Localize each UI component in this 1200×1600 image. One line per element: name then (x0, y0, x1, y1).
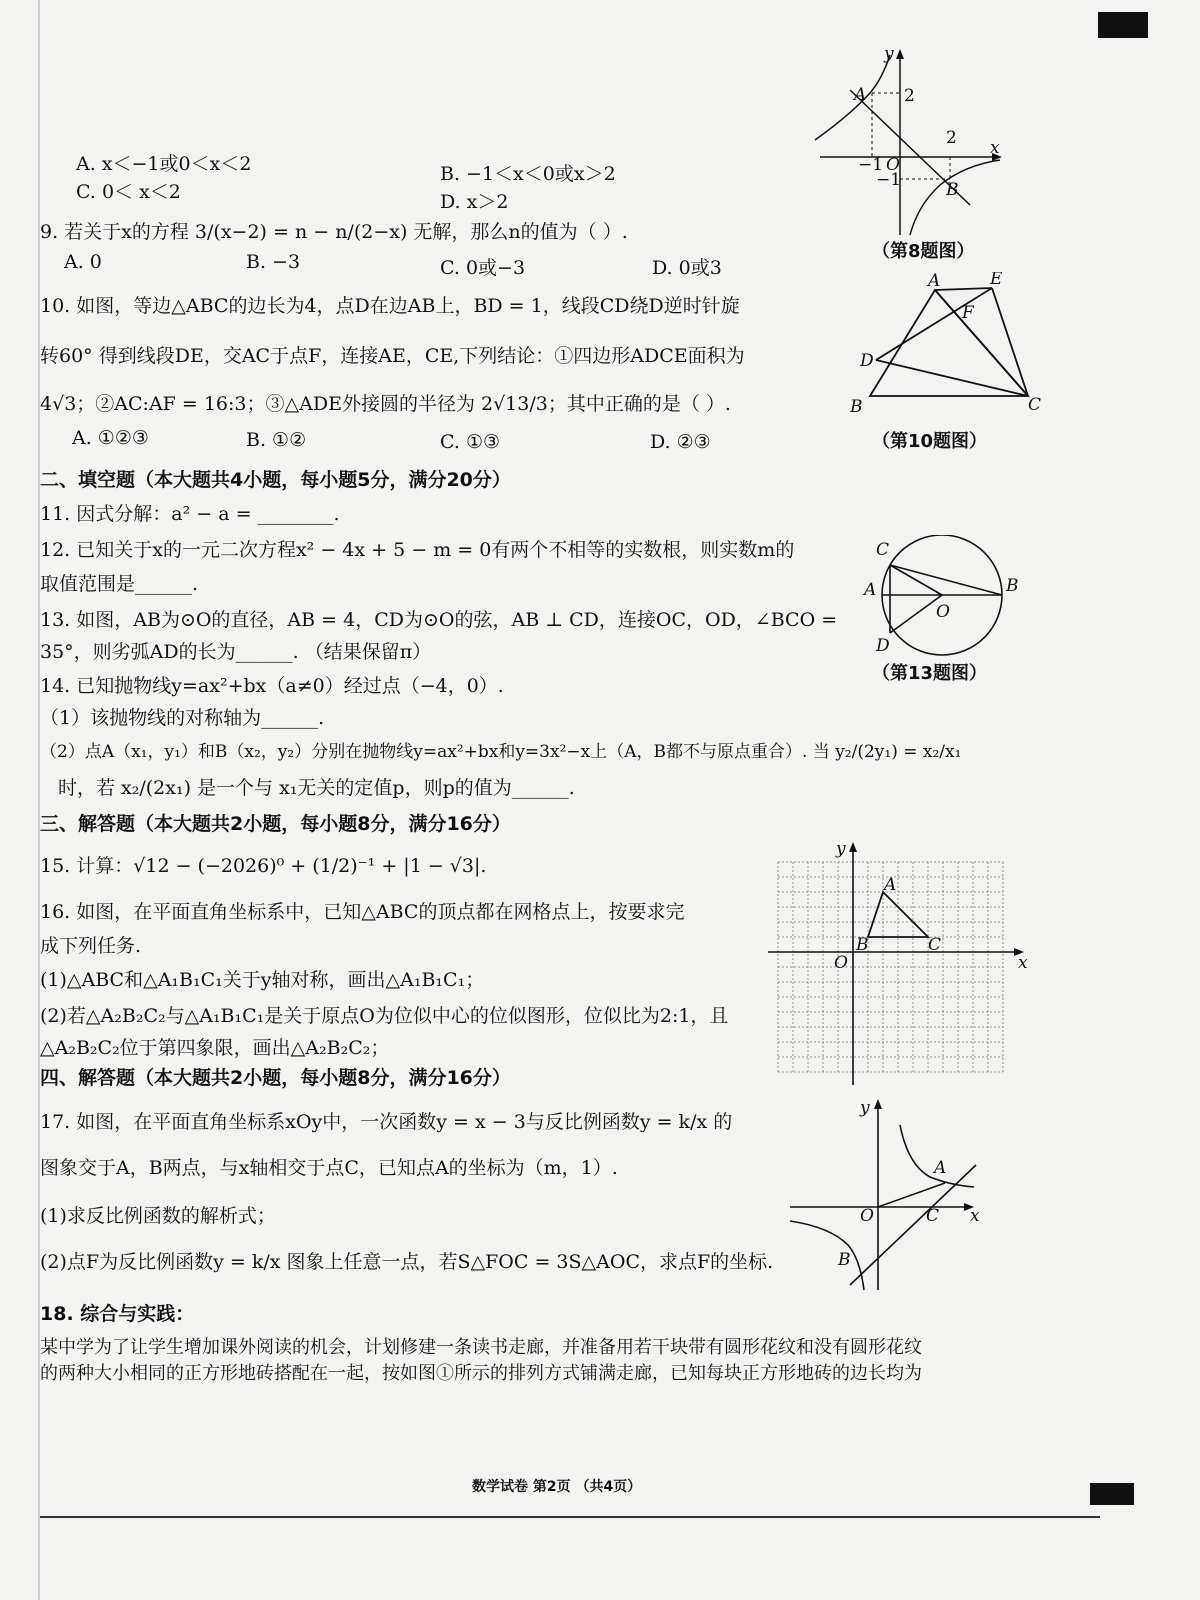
q9-option-b: B. −3 (246, 251, 301, 273)
q14-line3: （2）点A（x₁，y₁）和B（x₂，y₂）分别在抛物线y=ax²+bx和y=3x²−x上（A，B都不与原点重合）. 当 y₂/(2y₁) = x₂/x₁ (40, 742, 962, 762)
q17-line1: 17. 如图，在平面直角坐标系xOy中，一次函数y = x − 3与反比例函数y = k/x 的 (40, 1111, 733, 1133)
fig8-label-2y: 2 (904, 86, 915, 106)
fig13-label-o: O (936, 602, 950, 622)
q12-line2: 取值范围是______. (40, 573, 199, 595)
corner-marker-top (1098, 12, 1148, 38)
fig16-label-c: C (928, 935, 942, 955)
fig17-label-x: x (970, 1206, 980, 1226)
figure-8-caption: （第8题图） (872, 241, 975, 262)
figure-16-grid (768, 840, 1038, 1090)
fig10-label-a: A (928, 272, 941, 291)
q14-line4: 时，若 x₂/(2x₁) 是一个与 x₁无关的定值p，则p的值为______. (58, 777, 575, 799)
q8-option-b: B. −1＜x＜0或x＞2 (440, 163, 616, 185)
fig13-label-c: C (876, 540, 890, 560)
q18-line1: 某中学为了让学生增加课外阅读的机会，计划修建一条读书走廊，并准备用若干块带有圆形花纹和没有圆形花纹 (40, 1337, 922, 1358)
q18-title: 18. 综合与实践： (40, 1303, 195, 1325)
q10-line2: 转60° 得到线段DE，交AC于点F，连接AE，CE,下列结论：①四边形ADCE面积为 (40, 345, 745, 367)
q9-option-a: A. 0 (64, 251, 102, 273)
q9-stem: 9. 若关于x的方程 3/(x−2) = n − n/(2−x) 无解，那么n的值为（ ）. (40, 221, 628, 243)
fig8-label-a: A (854, 85, 867, 105)
q10-option-d: D. ②③ (650, 431, 711, 453)
fig16-label-b: B (856, 935, 869, 955)
q16-line3: (1)△ABC和△A₁B₁C₁关于y轴对称，画出△A₁B₁C₁； (40, 969, 485, 991)
figure-13-caption: （第13题图） (872, 663, 988, 684)
figure-10-caption: （第10题图） (872, 431, 988, 452)
fig8-label-y: y (884, 45, 894, 64)
section-3-heading: 三、解答题（本大题共2小题，每小题8分，满分16分） (40, 813, 511, 835)
fig17-label-a: A (934, 1158, 947, 1178)
fig10-label-f: F (962, 303, 974, 323)
section-2-heading: 二、填空题（本大题共4小题，每小题5分，满分20分） (40, 469, 511, 491)
fig16-label-x: x (1018, 953, 1028, 973)
q16-line5: △A₂B₂C₂位于第四象限，画出△A₂B₂C₂； (40, 1037, 390, 1059)
figure-10 (850, 272, 1050, 422)
footer-rule (40, 1516, 1100, 1518)
fig13-label-d: D (876, 636, 890, 656)
q15: 15. 计算：√12 − (−2026)⁰ + (1/2)⁻¹ + |1 − √3|. (40, 855, 487, 877)
fig10-label-d: D (860, 351, 874, 371)
fig17-label-y: y (860, 1098, 870, 1118)
q17-line2: 图象交于A，B两点，与x轴相交于点C，已知点A的坐标为（m，1）. (40, 1157, 618, 1179)
q10-option-b: B. ①② (246, 429, 307, 451)
fig10-label-c: C (1028, 395, 1042, 415)
fig16-label-o: O (834, 953, 848, 973)
q10-option-a: A. ①②③ (72, 427, 149, 449)
fig17-label-o: O (860, 1206, 874, 1226)
q13-line1: 13. 如图，AB为⊙O的直径，AB = 4，CD为⊙O的弦，AB ⊥ CD，连接OC，OD，∠BCO = (40, 609, 838, 631)
q9-option-c: C. 0或−3 (440, 257, 526, 279)
q16-line4: (2)若△A₂B₂C₂与△A₁B₁C₁是关于原点O为位似中心的位似图形，位似比为2:1，且 (40, 1005, 729, 1027)
q8-option-d: D. x＞2 (440, 191, 509, 213)
fig13-label-a: A (864, 580, 877, 600)
q10-line3: 4√3；②AC:AF = 16:3；③△ADE外接圆的半径为 2√13/3；其中正确的是（ ）. (40, 393, 731, 415)
q9-option-d: D. 0或3 (652, 257, 722, 279)
q10-option-c: C. ①③ (440, 431, 501, 453)
fig8-label-2x: 2 (946, 128, 957, 148)
q8-option-a: A. x＜−1或0＜x＜2 (76, 153, 252, 175)
fig13-label-b: B (1006, 576, 1019, 596)
q17-line4: (2)点F为反比例函数y = k/x 图象上任意一点，若S△FOC = 3S△AOC，求点F的坐标. (40, 1251, 774, 1273)
fig8-label-neg1x: −1 (858, 155, 884, 175)
figure-13 (860, 535, 1040, 665)
figure-17 (790, 1095, 1000, 1295)
q17-line3: (1)求反比例函数的解析式； (40, 1205, 276, 1227)
q16-line2: 成下列任务. (40, 935, 142, 957)
fig8-label-x: x (990, 138, 1000, 158)
q8-option-c: C. 0＜ x＜2 (76, 181, 181, 203)
fig8-label-neg1y: −1 (876, 170, 902, 190)
q10-line1: 10. 如图，等边△ABC的边长为4，点D在边AB上，BD = 1，线段CD绕D逆时针旋 (40, 295, 740, 317)
fig16-label-a: A (884, 875, 897, 895)
fig10-label-b: B (850, 397, 863, 417)
fig17-label-b: B (838, 1250, 851, 1270)
q12-line1: 12. 已知关于x的一元二次方程x² − 4x + 5 − m = 0有两个不相等的实数根，则实数m的 (40, 539, 795, 561)
fig10-label-e: E (990, 272, 1003, 289)
q13-line2: 35°，则劣弧AD的长为______. （结果保留π） (40, 641, 432, 663)
q14-line2: （1）该抛物线的对称轴为______. (40, 707, 325, 729)
fig8-label-o: O (886, 155, 900, 175)
fig8-label-b: B (946, 180, 959, 200)
figure-8 (810, 45, 1010, 245)
q11: 11. 因式分解：a² − a = ________. (40, 503, 340, 525)
q14-line1: 14. 已知抛物线y=ax²+bx（a≠0）经过点（−4，0）. (40, 675, 504, 697)
section-4-heading: 四、解答题（本大题共2小题，每小题8分，满分16分） (40, 1067, 511, 1089)
fig17-label-c: C (926, 1206, 940, 1226)
q18-line2: 的两种大小相同的正方形地砖搭配在一起，按如图①所示的排列方式铺满走廊，已知每块正方形地砖的边长均为 (40, 1363, 922, 1384)
corner-marker-bottom (1090, 1483, 1134, 1505)
q16-line1: 16. 如图，在平面直角坐标系中，已知△ABC的顶点都在网格点上，按要求完 (40, 901, 685, 923)
fig16-label-y: y (836, 840, 846, 859)
footer-page-info: 数学试卷 第2页 （共4页） (472, 1479, 642, 1495)
